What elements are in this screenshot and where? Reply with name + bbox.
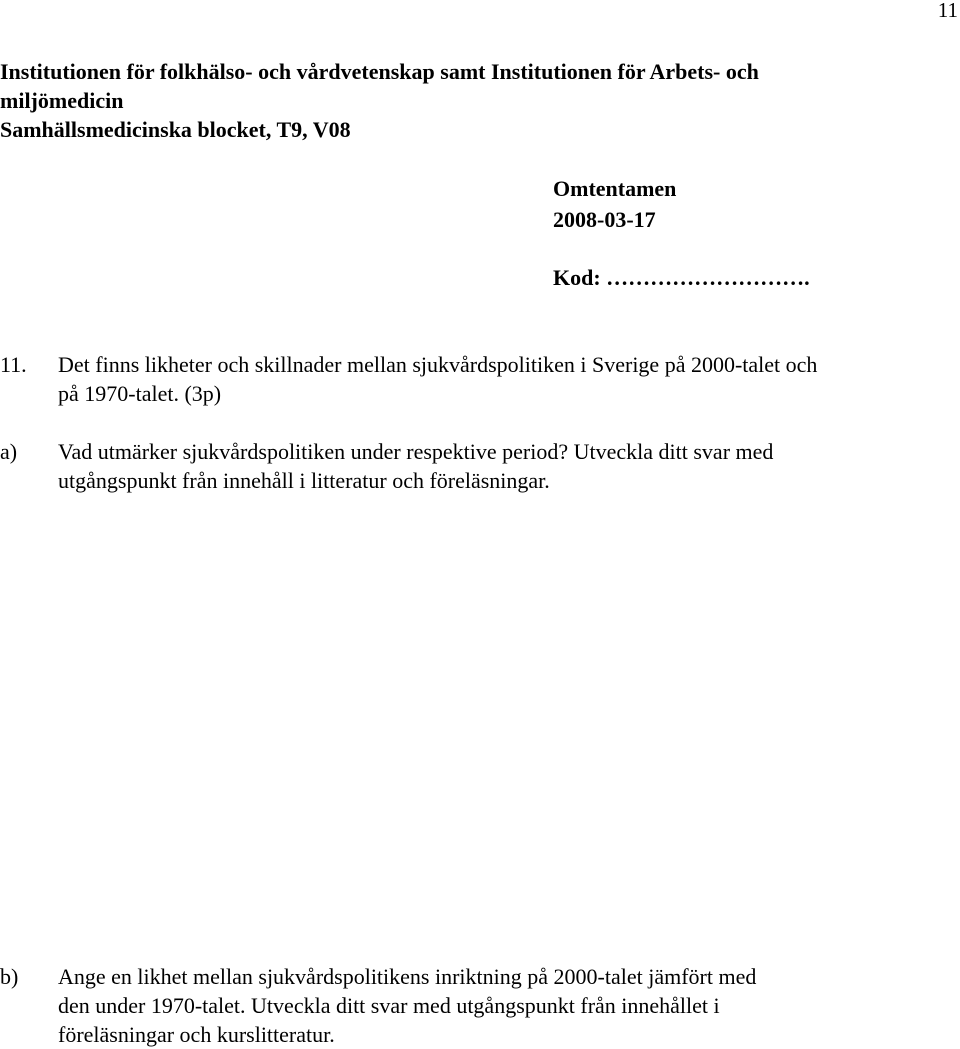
exam-date: 2008-03-17 [553,207,656,232]
subquestion-a-line-1: Vad utmärker sjukvårdspolitiken under respektive period? Utveckla ditt svar med [58,439,774,464]
subquestion-b-marker: b) [0,964,19,989]
subquestion-b-text [58,962,756,1049]
institution-line-2: miljömedicin [0,88,124,113]
exam-info [553,173,676,235]
question-text-line-2: på 1970-talet. (3p) [58,381,222,406]
question-text [58,350,817,408]
subquestion-a-marker: a) [0,439,18,464]
question-text-line-1: Det finns likheter och skillnader mellan sjukvårdspolitiken i Sverige på 2000-talet och [58,352,818,377]
institution-line-1: Institutionen för folkhälso- och vårdvetenskap samt Institutionen för Arbets- och [0,59,759,84]
page-number: 11 [937,0,958,22]
document-header [0,57,759,144]
subquestion-b-line-2: den under 1970-talet. Utveckla ditt svar med utgångspunkt från innehållet i [58,993,720,1018]
course-name: Samhällsmedicinska blocket, T9, V08 [0,117,351,142]
subquestion-a-line-2: utgångspunkt från innehåll i litteratur och föreläsningar. [58,468,550,493]
subquestion-a-text [58,437,773,495]
question-number: 11. [0,352,27,377]
exam-title: Omtentamen [553,176,677,201]
subquestion-b-line-1: Ange en likhet mellan sjukvårdspolitikens inriktning på 2000-talet jämfört med [58,964,757,989]
subquestion-b-line-3: föreläsningar och kurslitteratur. [58,1022,335,1047]
exam-code-field: Kod: ………………………. [553,265,810,290]
